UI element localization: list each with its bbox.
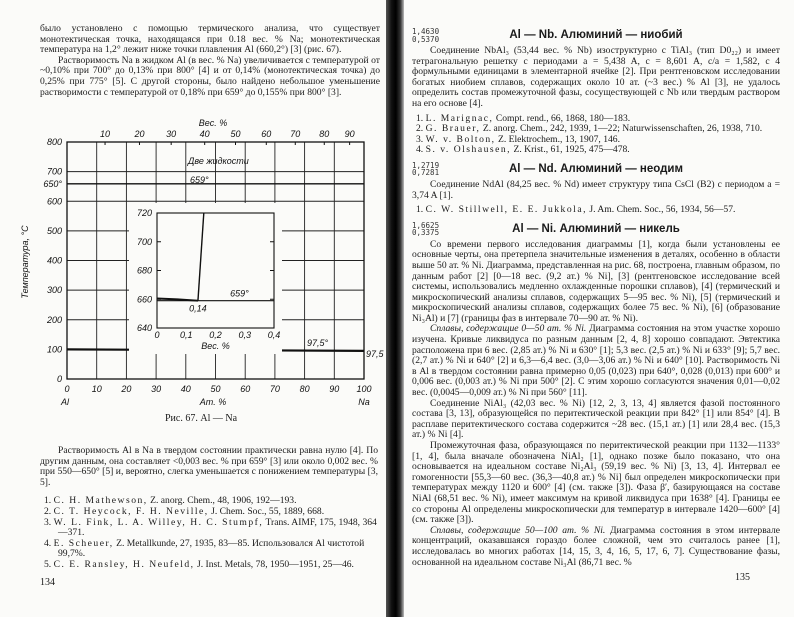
inset-x-tick-label: 0,2 — [209, 330, 222, 340]
page-number-right: 135 — [735, 572, 750, 584]
inset-x-axis-title: Вес. % — [201, 341, 230, 351]
references-al-nd — [412, 205, 780, 216]
inset-x-tick-label: 0 — [154, 330, 160, 340]
section-title-al-nd: Al — Nd. Алюминий — неодим — [508, 162, 684, 175]
x-axis-title: Ат. % — [199, 397, 227, 407]
y-tick-label: 700 — [46, 166, 62, 177]
x-tick-label: 100 — [356, 384, 372, 394]
x-tick-label: 10 — [91, 384, 102, 394]
x2-tick-label: 70 — [290, 129, 301, 139]
inset-x-tick-label: 0,4 — [267, 330, 281, 340]
x2-tick-label: 50 — [230, 129, 241, 139]
y-tick-label: 400 — [46, 255, 62, 266]
paragraph: Соединение NbAl₃ (53,44 вес. % Nb) изоструктурно с TiAl₃ (тип D0₂₂) и имеет тетрагональную решетку с периодами a = 5,438 A, c = 8,601 A, c/a = 1,582, с 4 формульными единицами в элементарной ячейке [2]. При рентгеновском исследовании богатых ниобием сплавов, содержащих около 10 ат. (~3 вес.) % Al [3], не удалось определить состав промежуточной фазы, сосуществующей с Nb или твердым раствором на его основе [4]. — [412, 45, 780, 109]
reference-item: 4. S. v. Olshausen, Z. Krist., 61, 1925, 475—478. — [416, 144, 630, 156]
x2-tick-label: 30 — [166, 129, 177, 139]
reference-item: 5. C. E. Ransley, H. Neufeld, J. Inst. Metals, 78, 1950—1951, 25—46. — [44, 558, 354, 570]
x2-tick-label: 90 — [344, 129, 355, 139]
y-tick-label: 800 — [46, 137, 62, 147]
left-page — [0, 0, 388, 617]
x-tick-label: 60 — [240, 384, 251, 394]
references-al-nb — [412, 114, 780, 156]
paragraph: Сплавы, содержащие 50—100 ат. % Ni. Диаграмма состояния в этом интервале концентраций, оказавшаяся гораздо более сложной, чем это считалось ранее [1], исследовалась во многих работах [14, 15, 3, 4, 16, 5, 17, 6, 7]. Существование фазы, основанной на идеальном составе Ni₃Al (86,71 вес. % — [412, 524, 780, 568]
inset-x-tick-label: 0,3 — [238, 330, 252, 340]
x2-tick-label: 10 — [100, 129, 111, 139]
book-gutter — [386, 0, 404, 617]
section-fraction: 1,4630 0,5370 — [412, 27, 440, 44]
intro-paragraph: было установлено с помощью термического анализа, что существует монотектическая точка, находящаяся при 0.18 вес. % Na; монотектическая температура на 1,2° лежит ниже точки плавления Al (660,2°) [3] (рис. 67). — [40, 23, 380, 56]
eutectic-value-label: 97,5 — [366, 349, 384, 359]
x-tick-label: 30 — [151, 384, 162, 394]
references-left — [40, 496, 378, 570]
right-page-text — [412, 22, 780, 584]
x2-tick-label: 60 — [261, 129, 272, 139]
x2-tick-label: 40 — [199, 129, 210, 139]
section-fraction: 1,2719 0,7281 — [412, 160, 440, 178]
x-tick-label: 70 — [269, 384, 280, 394]
x-end-label-al: Al — [60, 397, 70, 407]
inset-y-tick-label: 680 — [136, 265, 152, 276]
inset-y-tick-label: 720 — [136, 208, 152, 218]
x-tick-label: 0 — [64, 384, 70, 394]
reference-item: 4. E. Scheuer, Z. Metallkunde, 27, 1935, 83—85. Использовался Al чистотой 99,7%. — [44, 537, 365, 560]
eutectic-label: 97,5° — [307, 338, 329, 348]
left-bottom-text — [40, 446, 378, 589]
reference-item: 3. W. L. Fink, L. A. Willey, H. C. Stumpf, Trans. AIMF, 175, 1948, 364—371. — [44, 516, 377, 539]
section-header-al-ni — [412, 220, 780, 238]
right-page — [404, 0, 794, 617]
y-axis-title: Температура, °C — [20, 225, 30, 299]
x-tick-label: 90 — [329, 384, 340, 394]
x-tick-label: 80 — [299, 384, 310, 394]
y-tick-label: 600 — [46, 196, 62, 207]
paragraph: Соединение NdAl (84,25 вес. % Nd) имеет структуру типа CsCl (B2) с периодом a = 3,74 A [1]. — [412, 178, 780, 201]
page-number-left: 134 — [40, 576, 55, 588]
y-tick-label: 300 — [46, 285, 62, 296]
reference-item: 1. C. H. Mathewson, Z. anorg. Chem., 48, 1906, 192—193. — [44, 495, 297, 507]
inset-y-tick-label: 660 — [136, 294, 152, 305]
reference-item: 2. C. T. Heycock, F. H. Neville, J. Chem. Soc., 55, 1889, 668. — [44, 505, 325, 517]
phase-diagram-al-na — [0, 0, 388, 420]
x2-axis-title: Вес. % — [198, 118, 228, 128]
reference-item: 1. C. W. Stillwell, E. E. Jukkola, J. Am. Chem. Soc., 56, 1934, 56—57. — [416, 204, 736, 216]
section-title-al-nb: Al — Nb. Алюминий — ниобий — [509, 29, 683, 41]
section-title-al-ni: Al — Ni. Алюминий — никель — [512, 222, 680, 235]
reference-item: 3. W. v. Bolton, Z. Elektrochem., 13, 1907, 146. — [416, 133, 621, 145]
paragraph: Промежуточная фаза, образующаяся по перитектической реакции при 1132—1133° [1, 4], была вначале обозначена NiAl₂ [1], однако позже было показано, что она основывается на идеальном составе Ni₂Al₃ (59,19 вес. % Ni) [3, 13, 4]. Интервал ее гомогенности [55,3—60 вес. (36,3—40,8 ат.) % Ni] был определен микроскопически при температурах между 1120 и 600° [4] (см. также [3]). Фаза β′, базирующаяся на составе NiAl (68,51 вес. % Ni), имеет максимум на кривой ликвидуса при 1638° [4]. Границы ее со стороны Al определены микроскопически для температур в интервале 1420—600° [4] (см. также [3]). — [412, 440, 780, 526]
inset-monotectic-point-label: 0,14 — [189, 303, 207, 314]
y-tick-label: 0 — [56, 374, 62, 384]
x2-tick-label: 20 — [134, 129, 145, 139]
x-tick-label: 40 — [180, 384, 191, 394]
figure-caption: Рис. 67. Al — Na — [165, 413, 238, 424]
y-tick-label: 650° — [43, 178, 62, 189]
inset-659-label: 659° — [230, 288, 249, 299]
two-liquids-label: Две жидкости — [188, 156, 249, 166]
inset-y-tick-label: 640 — [136, 323, 152, 333]
section-header-al-nb — [412, 29, 780, 42]
section-header-al-nd — [412, 160, 780, 178]
solid-solubility-paragraph: Растворимость Al в Na в твердом состоянии практически равна нулю [4]. По другим данным, она составляет <0,003 вес. % при 659° [3] или около 0,002 вес. % при 550—650° [5] и, вероятно, слегка уменьшается с понижением температуры [3, 5]. — [40, 445, 378, 488]
section-fraction: 1,6625 0,3375 — [412, 220, 440, 238]
x-tick-label: 50 — [210, 384, 221, 394]
paragraph: Сплавы, содержащие 0—50 ат. % Ni. Диаграмма состояния на этом участке хорошо изучена. Кривые ликвидуса по разным данным [2, 4, 8] хорошо совпадают. Эвтектика расположена при 6 вес. (2,85 ат.) % Ni и 630° [1]; 5,3 вес. (2,5 ат.) % Ni и 633° [9]; 5,7 вес. (2,7 ат.) % Ni и 640° [2] и 6,3—6,4 вес. (3,0—3,06 ат.) % Ni и 640° [10]. Растворимость Ni в Al в твердом состоянии равна примерно 0,05 (0,023) при 640°, 0,028 (0,013) при 600° и 0,006 вес. (0,003 ат.) % Ni при 500° [2]. С этим хорошо согласуются значения 0,01—0,02 вес. (0,0045—0,009 ат.) % Ni при 560° [11]. — [412, 323, 780, 399]
reference-item: 1. L. Marignac, Compt. rend., 66, 1868, 180—183. — [416, 112, 631, 124]
inset-y-tick-label: 700 — [136, 236, 152, 247]
y-tick-label: 100 — [46, 344, 62, 355]
paragraph: Со времени первого исследования диаграммы [1], когда были установлены ее основные черты, она претерпела значительные изменения в деталях, особенно в области выше 50 ат. % Ni. Диаграмма, представленная на рис. 68, построена, главным образом, по данным работ [2] [0—18 вес. (9,2 ат.) % Ni], [3] (рентгеновское исследование всей системы, использовались медленно охлажденные порошки сплавов), [4] (термический и микроскопический анализы сплавов, содержащих 5—95 вес. % Ni), [5] (термический и микроскопический анализы сплавов, содержащих более 75 вес. % Ni), [6] (образование Ni₃Al) и [7] (границы фаз в интервале 70—90 ат. % Ni). — [412, 238, 780, 324]
solubility-paragraph: Растворимость Na в жидком Al (в вес. % Na) увеличивается с температурой от ~0,10% при 700° до 0,13% при 800° [4] и от 0,14% (монотектическая точка) до 0,25% при 775° [5]. С другой стороны, было найдено небольшое уменьшение растворимости с температурой от 0,18% при 659° до 0,155% при 800° [3]. — [40, 54, 380, 98]
paragraph: Соединение NiAl₃ (42,03 вес. % Ni) [12, 2, 3, 13, 4] является фазой постоянного состава [3, 13], образующейся по перитектической реакции при 842° [1] или 854° [4]. В расплаве перитектического состава содержится ~28 вес. (15,1 ат.) [1] или 28,4 вес. (15,3 ат.) % Ni [4]. — [412, 397, 780, 441]
y-tick-label: 200 — [46, 314, 62, 325]
x2-tick-label: 80 — [319, 129, 330, 139]
reference-item: 2. G. Brauer, Z. anorg. Chem., 242, 1939, 1—22; Naturwissenschaften, 26, 1938, 710. — [416, 123, 763, 135]
x-end-label-na: Na — [358, 397, 370, 407]
monotectic-label: 659° — [190, 175, 209, 185]
x-tick-label: 20 — [121, 384, 132, 394]
y-tick-label: 500 — [46, 225, 62, 236]
inset-x-tick-label: 0,1 — [179, 330, 193, 340]
